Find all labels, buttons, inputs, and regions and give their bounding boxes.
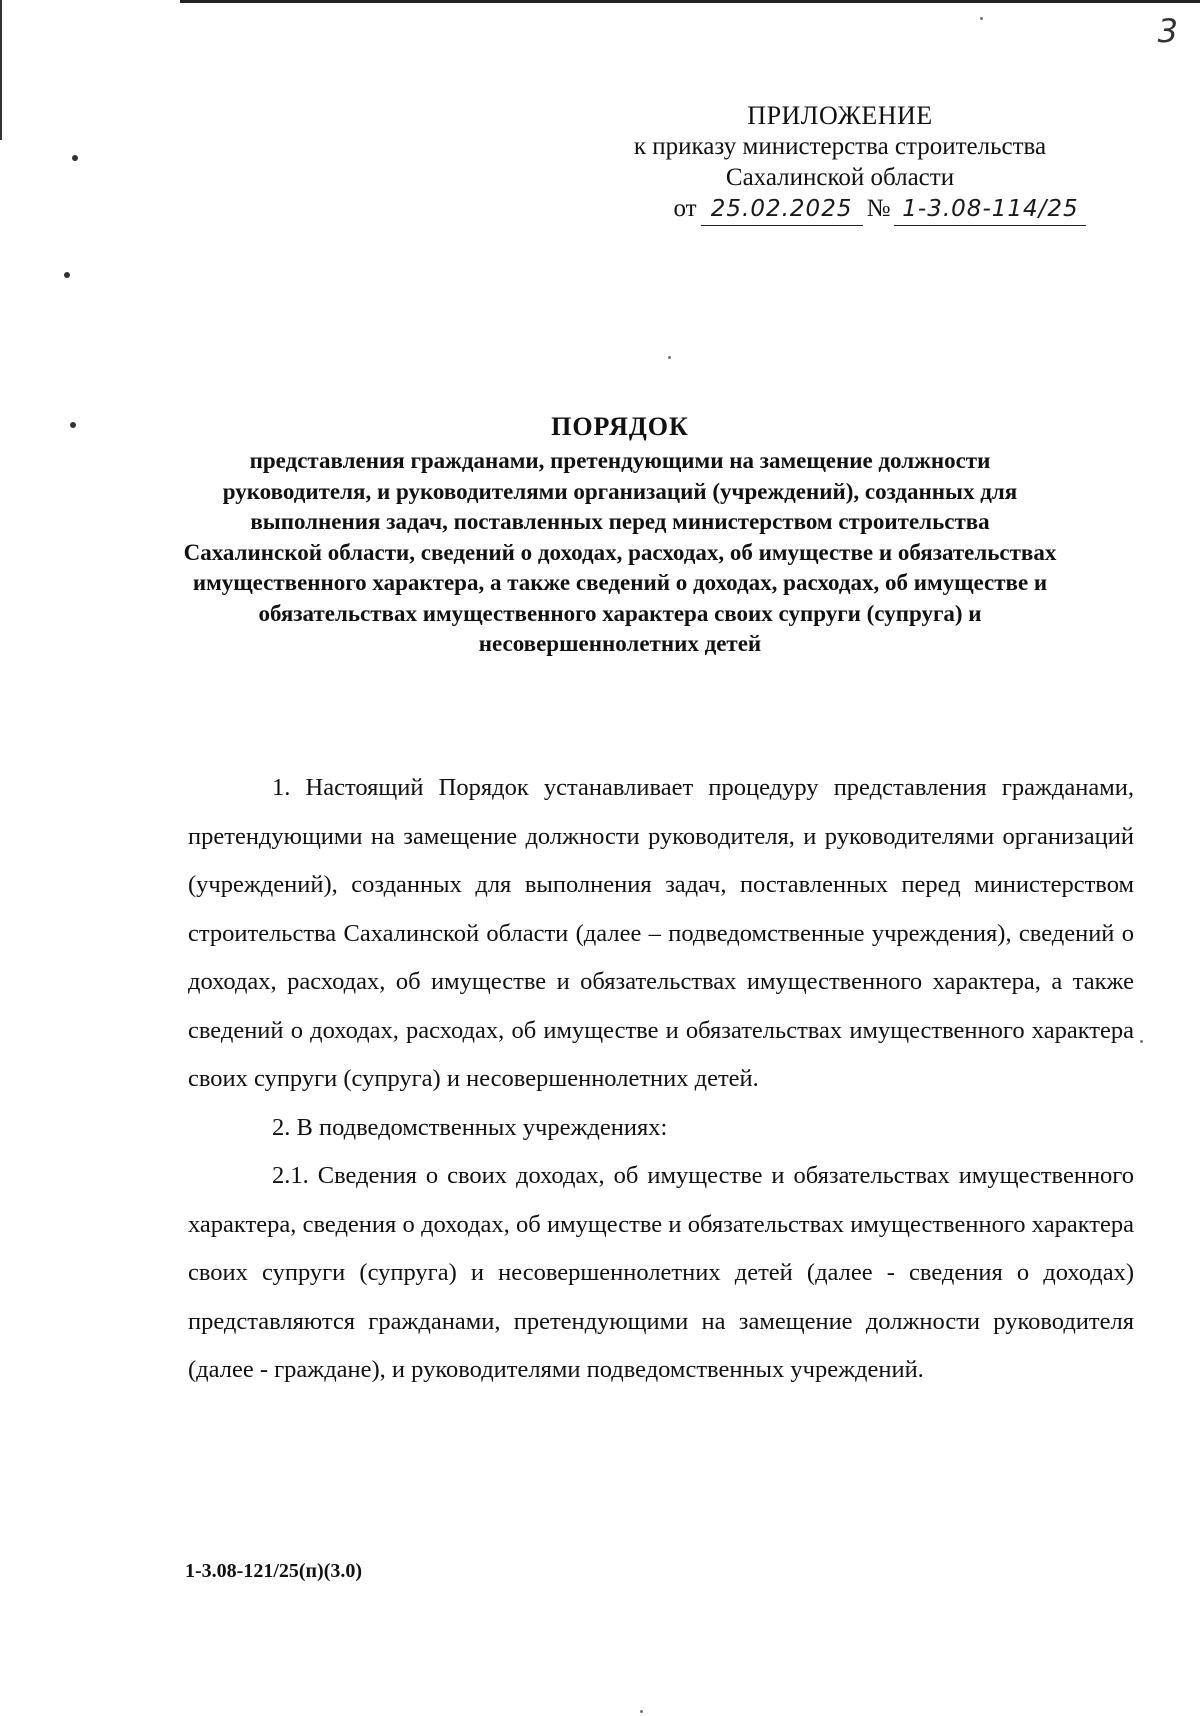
scan-speck — [980, 17, 983, 20]
paragraph-2-1: 2.1. Сведения о своих доходах, об имуществе и обязательствах имущественного характера, сведения о доходах, об имуществе и обязательствах имущественного характера своих супруги (супруга) и несовершеннолетних детей (далее - сведения о доходах) представляются гражданами, претендующими на замещение должности руководителя (далее - граждане), и руководителями подведомственных учреждений. — [188, 1162, 1134, 1383]
scan-speck — [668, 356, 671, 359]
document-title: ПОРЯДОК — [551, 412, 689, 441]
annex-date-line — [660, 193, 1100, 226]
page-number: 3 — [1157, 12, 1178, 50]
order-date: 25.02.2025 — [701, 194, 863, 226]
scan-top-border — [180, 0, 1200, 3]
scan-left-border — [0, 0, 2, 140]
scan-speck — [640, 1710, 643, 1713]
scan-speck — [64, 272, 70, 278]
scan-speck — [1140, 1040, 1143, 1043]
from-label: от — [673, 195, 697, 222]
number-label: № — [866, 195, 891, 222]
scan-speck — [72, 155, 78, 161]
scan-speck — [70, 422, 76, 428]
annex-region-line: Сахалинской области — [725, 164, 955, 191]
annex-order-line: к приказу министерства строительства — [633, 133, 1047, 160]
document-subtitle: представления гражданами, претендующими на замещение должности руководителя, и руководителями организаций (учреждений), созданных для выполнения задач, поставленных перед министерством строительства Сахалинской области, сведений о доходах, расходах, об имуществе и обязательствах имущественного характера, а также сведений о доходах, расходах, об имуществе и обязательствах имущественного характера своих супруги (супруга) и несовершеннолетних детей — [183, 448, 1057, 656]
document-footer-code: 1-3.08-121/25(п)(3.0) — [185, 1560, 363, 1582]
order-number: 1-3.08-114/25 — [894, 194, 1086, 226]
annex-block — [580, 100, 1100, 226]
paragraph-2: 2. В подведомственных учреждениях: — [272, 1113, 668, 1141]
paragraph-1: 1. Настоящий Порядок устанавливает процедуру представления гражданами, претендующими на замещение должности руководителя, и руководителями организаций (учреждений), созданных для выполнения задач, поставленных перед министерством строительства Сахалинской области (далее – подведомственные учреждения), сведений о доходах, расходах, об имуществе и обязательствах имущественного характера, а также сведений о доходах, расходах, об имуществе и обязательствах имущественного характера своих супруги (супруга) и несовершеннолетних детей. — [188, 774, 1134, 1092]
document-body — [188, 764, 1134, 1395]
annex-title: ПРИЛОЖЕНИЕ — [747, 101, 933, 130]
